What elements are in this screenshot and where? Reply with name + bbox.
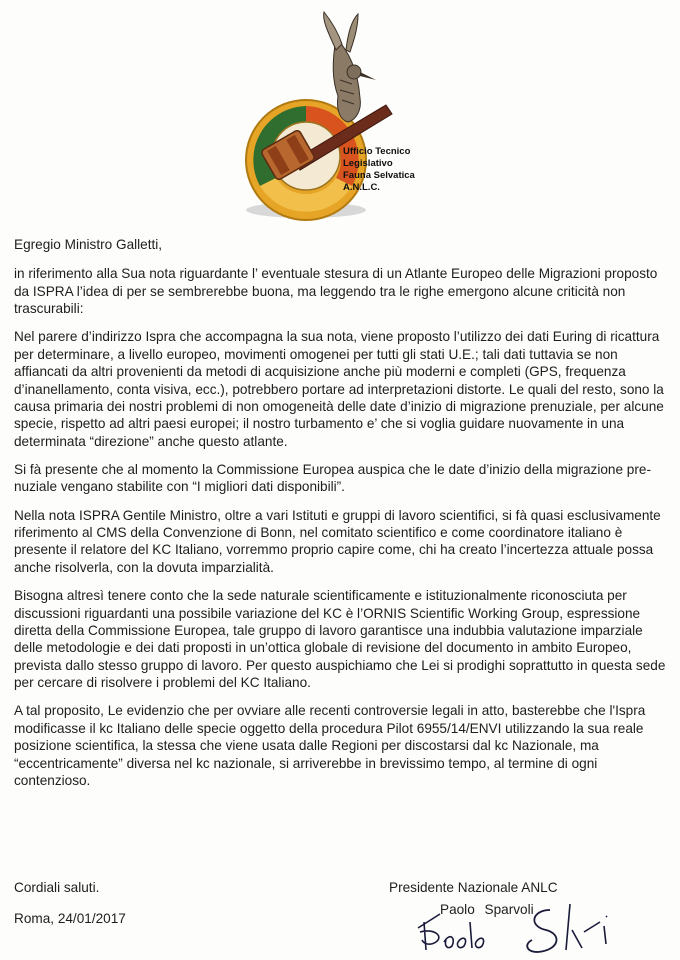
logo-caption-line: Fauna Selvatica: [343, 170, 415, 181]
signer-name: Paolo Sparvoli: [440, 902, 534, 917]
handwritten-signature-icon: [400, 892, 640, 958]
letter-body: [14, 236, 674, 800]
letter-paragraph: Si fà presente che al momento la Commissione Europea auspica che le date d’inizio della migrazione pre-nuziale vengano stabilite con “I migliori dati disponibili”.: [14, 462, 651, 495]
letter-paragraph: in riferimento alla Sua nota riguardante l’ eventuale stesura di un Atlante Europeo delle Migrazioni proposto da ISPRA l’idea di per se sembrerebbe buona, ma leggendo tra le righe emergono alcune criticità non trascurabili:: [14, 266, 658, 317]
letter-paragraph: Nel parere d’indirizzo Ispra che accompagna la sua nota, viene proposto l’utilizzo dei dati Euring di ricattura per determinare, a livello europeo, movimenti omogenei per tutti gli stati U.E.; tali dati tuttavia se non affiancati da altri provenienti da metodi di acquisizione anche più moderni e completi (GPS, frequenza d’inanellamento, conta visiva, ecc.), potrebbero portare ad interpretazioni distorte. Le quali del resto, sono la causa primaria dei nostri problemi di non omogeneità delle date d’inizio di migrazione prenuziale, per alcune specie, rispetto ad altri paesi europei; il nostro turbamento e’ che si voglia guidare nuovamente in una determinata “direzione” anche questo atlante.: [14, 329, 664, 449]
logo-caption-line: A.N.L.C.: [343, 182, 380, 193]
logo-caption: [343, 146, 415, 194]
logo-caption-line: Ufficio Tecnico: [343, 146, 411, 157]
signer-title: Presidente Nazionale ANLC: [389, 880, 558, 895]
letter-greeting: Egregio Ministro Galletti,: [14, 237, 163, 252]
letter-paragraph: Nella nota ISPRA Gentile Ministro, oltre a vari Istituti e gruppi di lavoro scientifici, si fà quasi esclusivamente riferimento al CMS della Convenzione di Bonn, nel comitato scientifico e come coordinatore italiano è presente il relatore del KC Italiano, vorremmo proprio capire come, chi ha creato l’incertezza attuale possa anche risolverla, con la dovuta imparzialità.: [14, 507, 661, 575]
letter-place-date: Roma, 24/01/2017: [14, 911, 126, 926]
letter-closing: Cordiali saluti.: [14, 880, 100, 895]
logo-caption-line: Legislativo: [343, 158, 393, 169]
letter-paragraph: A tal proposito, Le evidenzio che per ovviare alle recenti controversie legali in atto, basterebbe che l'Ispra modificasse il kc Italiano delle specie oggetto della procedura Pilot 6955/14/ENVI utilizzando la sua reale posizione scientifica, la stessa che viene usata dalle Regioni per discostarsi dal kc Nazionale, ma “eccentricamente” diversa nel kc nazionale, si arriverebbe in brevissimo tempo, al termine di ogni contenzioso.: [14, 703, 646, 788]
letter-paragraph: Bisogna altresì tenere conto che la sede naturale scientificamente e istituzionalmente riconosciuta per discussioni riguardanti una possibile variazione del KC è l’ORNIS Scientific Working Group, espressione diretta della Commissione Europea, tale gruppo di lavoro garantisce una indubbia valutazione imparziale delle metodologie e dei dati proposti in un’ottica globale di revisione del documento in ambito Europeo, prevista dallo stesso gruppo di lavoro. Per questo auspichiamo che Lei si prodighi soprattutto in questa sede per cercare di risolvere i problemi del KC Italiano.: [14, 588, 666, 691]
